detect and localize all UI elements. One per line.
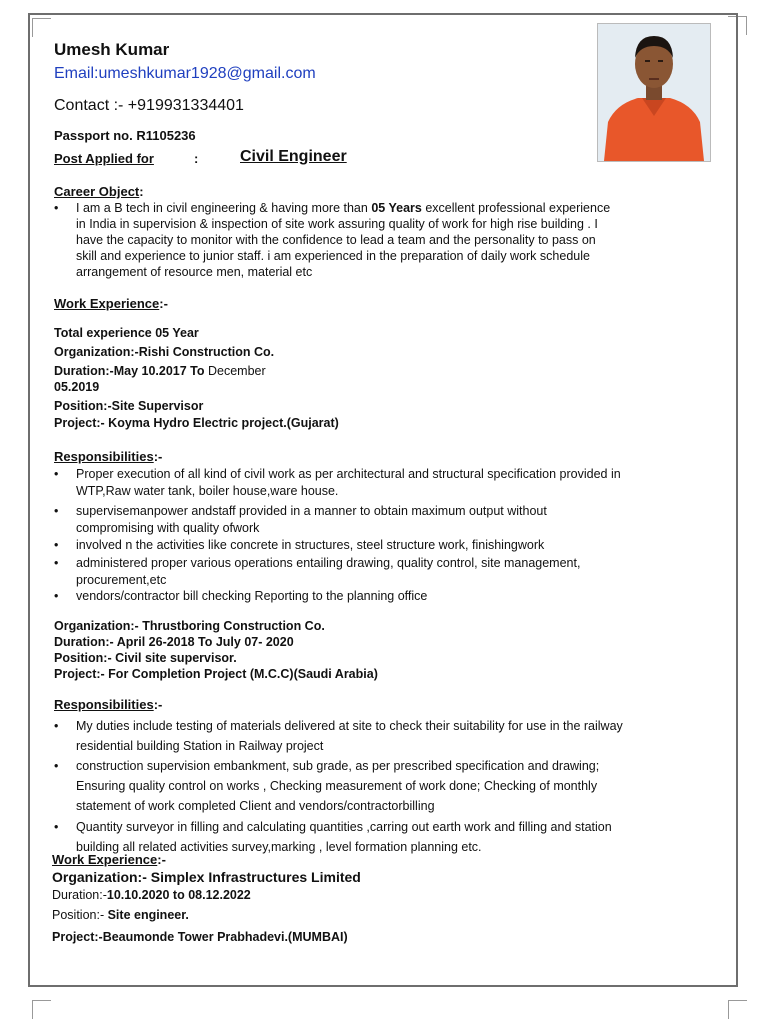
post-applied-colon: :: [194, 151, 199, 166]
duration-3: Duration:-10.10.2020 to 08.12.2022: [52, 888, 251, 902]
project-2: Project:- For Completion Project (M.C.C)(Saudi Arabia): [54, 667, 378, 681]
work-experience-heading-2: Work Experience:-: [52, 852, 166, 867]
duration-2: Duration:- April 26-2018 To July 07- 2020: [54, 635, 294, 649]
total-experience: Total experience 05 Year: [54, 326, 199, 340]
responsibilities-heading-1: Responsibilities:-: [54, 449, 163, 464]
duration-1-end: 05.2019: [54, 380, 100, 394]
career-paragraph: • I am a B tech in civil engineering & having more than 05 Years excellent professional experience in India in supervision & inspection of site work assuring quality of work for high rise building . I have the capacity to monitor with the confidence to lead a team and the personality to pass on skill and experience to junior staff. i am experienced in the preparation of daily work schedule arrangement of resource men, material etc: [54, 201, 611, 279]
organization-3: Organization:- Simplex Infrastructures Limited: [52, 869, 361, 885]
position-1: Position:-Site Supervisor: [54, 399, 204, 413]
position-3: Position:- Site engineer.: [52, 908, 189, 922]
list-item: • involved n the activities like concrete in structures, steel structure work, finishingwork: [54, 538, 545, 552]
person-photo-icon: [598, 24, 710, 161]
email-text: Email:umeshkumar1928@gmail.com: [54, 65, 316, 82]
organization-1: Organization:-Rishi Construction Co.: [54, 345, 275, 359]
candidate-name: Umesh Kumar: [54, 40, 170, 59]
project-3: Project:-Beaumonde Tower Prabhadevi.(MUMBAI): [52, 930, 348, 944]
position-2: Position:- Civil site supervisor.: [54, 651, 237, 665]
organization-2: Organization:- Thrustboring Construction Co.: [54, 619, 325, 633]
responsibilities-heading-2: Responsibilities:-: [54, 697, 163, 712]
list-item: • supervisemanpower andstaff provided in a manner to obtain maximum output without compromising with quality ofwork: [54, 504, 547, 535]
duration-1: Duration:-May 10.2017 To December: [54, 364, 266, 378]
list-item: • Proper execution of all kind of civil work as per architectural and structural specification provided in WTP,Raw water tank, boiler house,ware house.: [54, 467, 621, 498]
bullet-dot: •: [54, 201, 59, 215]
passport-text: Passport no. R1105236: [54, 128, 196, 143]
work-experience-heading: Work Experience:-: [54, 296, 168, 311]
list-item: • vendors/contractor bill checking Reporting to the planning office: [54, 589, 428, 603]
list-item: • construction supervision embankment, sub grade, as per prescribed specification and drawing; Ensuring quality control on works , Checking measurement of work done; Checking of monthly statement of work completed Client and vendors/contractorbilling: [54, 759, 600, 813]
post-applied-label: Post Applied for: [54, 151, 154, 166]
project-1: Project:- Koyma Hydro Electric project.(Gujarat): [54, 416, 339, 430]
post-applied-value: Civil Engineer: [240, 148, 347, 165]
career-heading: Career Object:: [54, 184, 144, 199]
person-photo: [597, 23, 711, 162]
list-item: • Quantity surveyor in filling and calculating quantities ,carring out earth work and filling and station building all related activities survey,marking , level formation planning etc.: [54, 820, 612, 854]
list-item: • administered proper various operations entailing drawing, quality control, site management, procurement,etc: [54, 556, 581, 587]
contact-text: Contact :- +919931334401: [54, 97, 244, 114]
list-item: • My duties include testing of materials delivered at site to check their suitability for use in the railway residential building Station in Railway project: [54, 719, 623, 753]
